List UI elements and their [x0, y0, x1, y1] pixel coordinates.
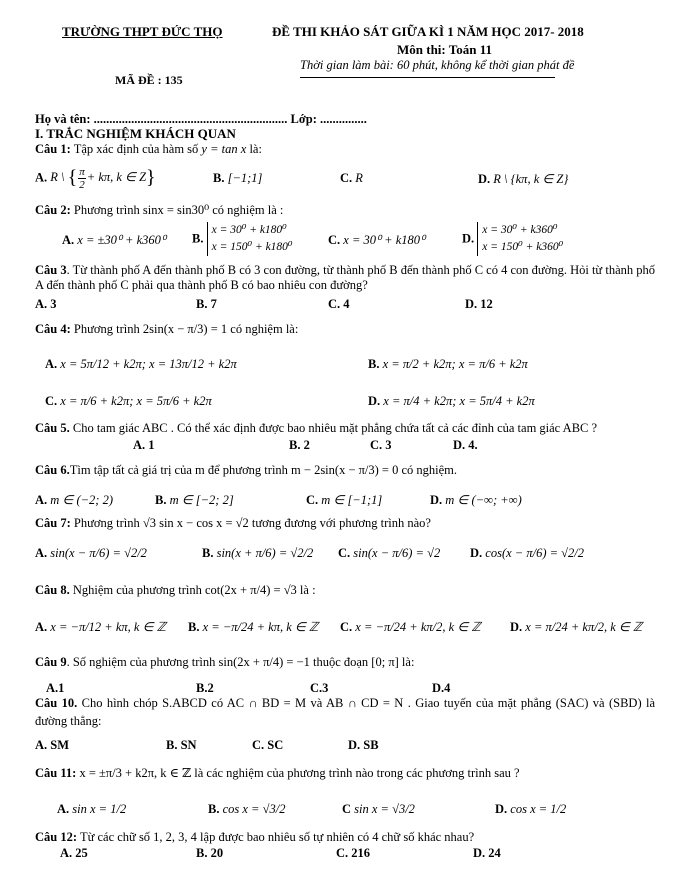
exam-time: Thời gian làm bài: 60 phút, không kể thời gian phát đề — [300, 58, 575, 72]
q12-option-d: D. 24 — [473, 846, 501, 860]
question-5 — [35, 421, 655, 436]
q4-d-value: x = π/4 + k2π; x = 5π/4 + k2π — [383, 394, 535, 408]
q6-d-value: m ∈ (−∞; +∞) — [445, 493, 522, 507]
q4-option-d — [368, 394, 535, 409]
q12-option-a: A. 25 — [60, 846, 88, 860]
question-7 — [35, 516, 431, 531]
question-3 — [35, 263, 655, 293]
q9-text: . Số nghiệm của phương trình sin(2x + π/4) = −1 thuộc đoạn [0; π] là: — [66, 655, 415, 669]
q1-option-d — [478, 171, 568, 187]
q7-b-letter: B. — [202, 546, 214, 560]
q8-option-b — [188, 619, 318, 635]
question-1 — [35, 142, 262, 157]
q11-d-value: cos x = 1/2 — [510, 802, 567, 816]
school-name: TRƯỜNG THPT ĐỨC THỌ — [62, 24, 223, 39]
q2-d-line1: x = 30⁰ + k360⁰ — [482, 224, 558, 236]
q6-c-value: m ∈ [−1;1] — [321, 493, 383, 507]
question-6 — [35, 463, 457, 478]
q9-option-c: C.3 — [310, 681, 329, 695]
q6-option-c — [306, 492, 382, 508]
q1-c-value: R — [355, 171, 363, 185]
q2-option-a — [62, 232, 166, 248]
q11-b-letter: B. — [208, 802, 220, 816]
question-10 — [35, 694, 655, 730]
q10-option-b: B. SN — [166, 738, 197, 752]
q12-option-c: C. 216 — [336, 846, 371, 860]
q4-a-letter: A. — [45, 357, 58, 371]
q7-d-value: cos(x − π/6) = √2/2 — [485, 546, 585, 560]
q6-b-value: m ∈ [−2; 2] — [169, 493, 234, 507]
q7-option-d — [470, 546, 584, 561]
q4-option-a — [45, 357, 237, 372]
question-4 — [35, 322, 298, 337]
q8-text: Nghiệm của phương trình cot(2x + π/4) = √3 là : — [72, 583, 316, 597]
section-title: I. TRẮC NGHIỆM KHÁCH QUAN — [35, 126, 236, 141]
q5-option-b: B. 2 — [289, 438, 310, 452]
q6-text: Tìm tập tất cả giá trị của m để phương trình m − 2sin(x − π/3) = 0 có nghiệm. — [69, 463, 458, 477]
q2-text: Phương trình sinx = sin30⁰ có nghiệm là : — [73, 203, 284, 217]
q8-option-a — [35, 619, 166, 635]
exam-title: ĐỀ THI KHẢO SÁT GIỮA KÌ 1 NĂM HỌC 2017- 2018 — [272, 24, 584, 39]
q4-a-value: x = 5π/12 + k2π; x = 13π/12 + k2π — [60, 357, 237, 371]
q8-d-letter: D. — [510, 620, 523, 634]
q8-a-value: x = −π/12 + kπ, k ∈ ℤ — [50, 620, 166, 634]
q2-a-letter: A. — [62, 233, 75, 247]
question-9 — [35, 655, 414, 670]
question-8 — [35, 583, 316, 598]
q6-b-letter: B. — [155, 493, 167, 507]
q7-a-value: sin(x − π/6) = √2/2 — [50, 546, 147, 560]
q5-text: Cho tam giác ABC . Có thể xác định được bao nhiêu mặt phẳng chứa tất cả các đỉnh của tam giác ABC ? — [72, 421, 598, 435]
q6-a-letter: A. — [35, 493, 48, 507]
q1-text: Tập xác định của hàm số — [73, 142, 199, 156]
q1-option-a — [35, 166, 156, 191]
q2-d-system — [477, 222, 563, 256]
q6-option-d — [430, 492, 522, 508]
question-11 — [35, 765, 520, 781]
q7-c-letter: C. — [338, 546, 351, 560]
q7-a-letter: A. — [35, 546, 48, 560]
q12-text: Từ các chữ số 1, 2, 3, 4 lập được bao nhiêu số tự nhiên có 4 chữ số khác nhau? — [79, 830, 475, 844]
q1-label: Câu 1: — [35, 142, 71, 156]
q3-option-d: D. 12 — [465, 297, 493, 311]
q1-option-b — [213, 171, 262, 186]
q2-option-b — [192, 222, 293, 256]
q4-c-value: x = π/6 + k2π; x = 5π/6 + k2π — [60, 394, 212, 408]
q8-label: Câu 8. — [35, 583, 70, 597]
q10-label: Câu 10. — [35, 696, 78, 710]
q1-c-letter: C. — [340, 171, 353, 185]
q1-a-value: R \ { $\frac{\pi}{2}$ + kπ, k ∈ Z} — [50, 166, 156, 191]
q3-option-c: C. 4 — [328, 297, 350, 311]
q7-option-c — [338, 546, 440, 561]
q5-label: Câu 5. — [35, 421, 70, 435]
q4-text: Phương trình 2sin(x − π/3) = 1 có nghiệm là: — [73, 322, 299, 336]
q4-b-letter: B. — [368, 357, 380, 371]
q9-option-a: A.1 — [46, 681, 65, 695]
q1-b-value: [−1;1] — [227, 171, 263, 185]
q2-a-value: x = ±30⁰ + k360⁰ — [77, 233, 166, 247]
q8-b-value: x = −π/24 + kπ, k ∈ ℤ — [202, 620, 319, 634]
q11-option-c — [342, 802, 415, 817]
q5-option-d: D. 4. — [453, 438, 478, 452]
q12-label: Câu 12: — [35, 830, 78, 844]
q2-d-line2: x = 150⁰ + k360⁰ — [482, 241, 564, 253]
q3-option-a: A. 3 — [35, 297, 57, 311]
q11-option-a — [57, 802, 126, 817]
q2-option-d — [462, 222, 563, 256]
q9-option-d: D.4 — [432, 681, 451, 695]
q10-text: Cho hình chóp S.ABCD có AC ∩ BD = M và AB ∩ CD = N . Giao tuyến của mặt phẳng (SAC) và (SBD) là đường thẳng: — [35, 696, 655, 728]
header-rule — [300, 77, 555, 78]
q7-text: Phương trình √3 sin x − cos x = √2 tương đương với phương trình nào? — [73, 516, 431, 530]
question-2 — [35, 202, 283, 218]
q8-option-d — [510, 619, 642, 635]
q9-label: Câu 9 — [35, 655, 67, 669]
exam-subject: Môn thi: Toán 11 — [397, 42, 493, 57]
q6-d-letter: D. — [430, 493, 443, 507]
q11-b-value: cos x = √3/2 — [222, 802, 286, 816]
q8-d-value: x = π/24 + kπ/2, k ∈ ℤ — [525, 620, 643, 634]
q4-b-value: x = π/2 + k2π; x = π/6 + k2π — [382, 357, 528, 371]
exam-code: MÃ ĐỀ : 135 — [115, 73, 183, 87]
q7-d-letter: D. — [470, 546, 483, 560]
q3-text: . Từ thành phố A đến thành phố B có 3 con đường, từ thành phố B đến thành phố C có 4 con đường. Hỏi từ thành phố A đến thành phố C phải qua thành phố B có bao nhiêu con đường? — [35, 263, 655, 292]
q6-label: Câu 6. — [35, 463, 70, 477]
q8-a-letter: A. — [35, 620, 48, 634]
q3-option-b: B. 7 — [196, 297, 217, 311]
q4-label: Câu 4: — [35, 322, 71, 336]
q4-option-b — [368, 357, 528, 372]
q2-label: Câu 2: — [35, 203, 71, 217]
q10-option-c: C. SC — [252, 738, 284, 752]
q11-d-letter: D. — [495, 802, 508, 816]
q2-b-line2: x = 150⁰ + k180⁰ — [211, 241, 293, 253]
q9-option-b: B.2 — [196, 681, 214, 695]
q5-option-a: A. 1 — [133, 438, 155, 452]
q2-b-system — [207, 222, 293, 256]
q1-a-letter: A. — [35, 170, 48, 185]
q1-b-letter: B. — [213, 171, 225, 185]
q7-option-b — [202, 546, 313, 561]
q11-a-letter: A. — [57, 802, 70, 816]
q11-c-value: sin x = √3/2 — [354, 802, 415, 816]
q7-option-a — [35, 546, 147, 561]
q1-option-c — [340, 171, 363, 186]
q11-c-letter: C — [342, 802, 352, 816]
q11-label: Câu 11: — [35, 766, 77, 780]
q6-option-a — [35, 492, 113, 508]
q6-c-letter: C. — [306, 493, 319, 507]
q6-a-value: m ∈ (−2; 2) — [50, 493, 113, 507]
q11-a-value: sin x = 1/2 — [72, 802, 127, 816]
q1-d-letter: D. — [478, 172, 491, 186]
q11-option-d — [495, 802, 566, 817]
q2-c-letter: C. — [328, 233, 341, 247]
q4-d-letter: D. — [368, 394, 381, 408]
q8-c-value: x = −π/24 + kπ/2, k ∈ ℤ — [355, 620, 481, 634]
q8-c-letter: C. — [340, 620, 353, 634]
q1-eq: y = tan x — [201, 142, 247, 156]
q4-option-c — [45, 394, 212, 409]
question-12 — [35, 830, 474, 845]
q3-label: Câu 3 — [35, 263, 67, 277]
q10-option-d: D. SB — [348, 738, 379, 752]
q8-option-c — [340, 619, 481, 635]
q5-option-c: C. 3 — [370, 438, 392, 452]
q7-b-value: sin(x + π/6) = √2/2 — [216, 546, 314, 560]
q1-d-value: R \ {kπ, k ∈ Z} — [493, 172, 569, 186]
q12-option-b: B. 20 — [196, 846, 224, 860]
q10-option-a: A. SM — [35, 738, 70, 752]
q2-option-c — [328, 232, 425, 248]
q2-c-value: x = 30⁰ + k180⁰ — [343, 233, 426, 247]
q1-tail: là: — [249, 142, 262, 156]
q2-b-letter: B. — [192, 231, 204, 246]
q11-option-b — [208, 802, 285, 817]
q4-c-letter: C. — [45, 394, 58, 408]
q7-label: Câu 7: — [35, 516, 71, 530]
q8-b-letter: B. — [188, 620, 200, 634]
q7-c-value: sin(x − π/6) = √2 — [353, 546, 441, 560]
q2-d-letter: D. — [462, 231, 475, 246]
q2-b-line1: x = 30⁰ + k180⁰ — [211, 224, 287, 236]
q6-option-b — [155, 492, 234, 508]
student-info-line: Họ và tên: .............................................................. Lớp: ............... — [35, 112, 367, 126]
q11-text: x = ±π/3 + k2π, k ∈ ℤ là các nghiệm của phương trình nào trong các phương trình sau ? — [79, 766, 520, 780]
